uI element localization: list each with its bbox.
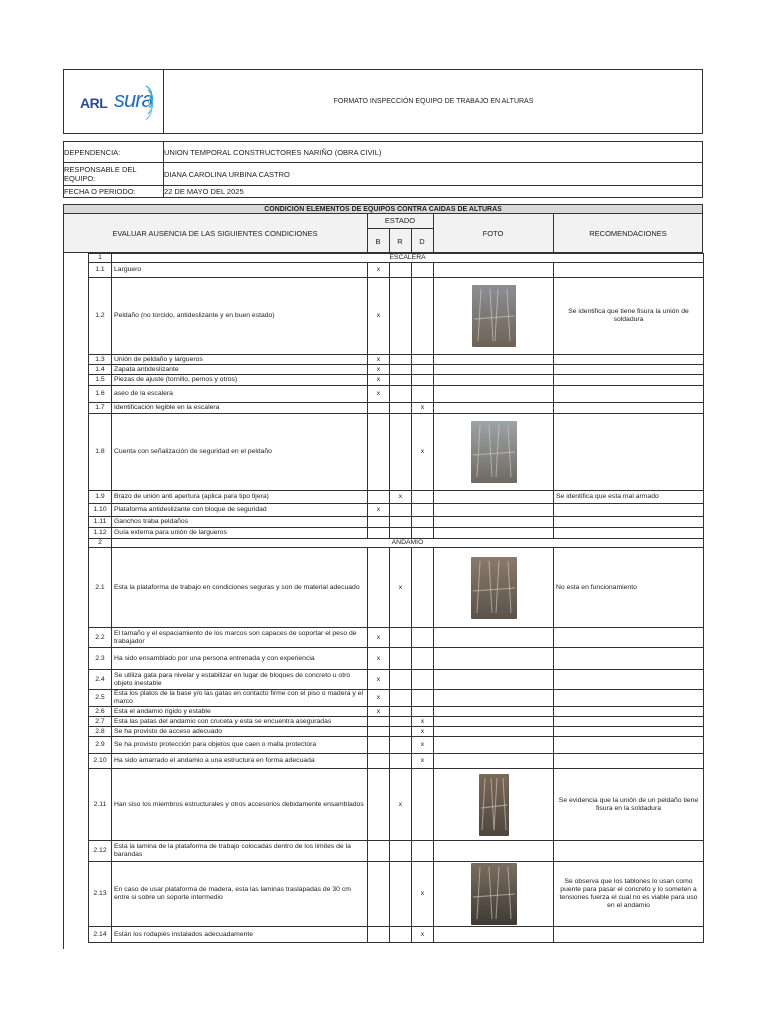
photo-cell [434, 769, 554, 841]
condition-description: Se utiliza gata para nivelar y estabilizar en lugar de bloques de concreto u otro objeto inestable [112, 670, 368, 690]
section-label: ANDAMIO [112, 539, 704, 548]
inspection-photo [471, 421, 517, 483]
estado-r-cell [390, 414, 412, 491]
recommendation-cell [554, 528, 704, 539]
table-row [89, 386, 704, 403]
condition-description: Identificación legible en la escalera [112, 403, 368, 414]
estado-b-cell: x [368, 386, 390, 403]
responsable-label: RESPONSABLE DEL EQUIPO: [64, 165, 137, 183]
inspection-table [88, 253, 704, 943]
condition-description: Están los rodapiés instalados adecuadamente [112, 927, 368, 943]
inspection-photo [472, 285, 516, 347]
photo-cell [434, 263, 554, 278]
estado-b-cell: x [368, 375, 390, 386]
recommendation-cell [554, 648, 704, 670]
table-row [89, 769, 704, 841]
table-row [89, 862, 704, 927]
table-row [89, 727, 704, 737]
recommendation-cell: Se observa que los tablones lo usan como puente para pasar el concreto y lo someten a tensiones fuerza el cual no es viable para uso en el andamio [554, 862, 704, 927]
estado-b-cell: x [368, 628, 390, 648]
estado-b-cell: x [368, 690, 390, 707]
estado-r-cell [390, 386, 412, 403]
photo-cell [434, 491, 554, 504]
photo-cell [434, 278, 554, 355]
condition-description: Piezas de ajuste (tornillo, pernos y otros) [112, 375, 368, 386]
estado-r-cell [390, 727, 412, 737]
row-number: 1.11 [89, 517, 112, 528]
row-number: 2.1 [89, 548, 112, 628]
estado-r-cell [390, 504, 412, 517]
table-row [89, 717, 704, 727]
estado-r-cell [390, 927, 412, 943]
estado-r-cell [390, 278, 412, 355]
photo-cell [434, 727, 554, 737]
recommendation-cell: Se identifica que esta mal armado [554, 491, 704, 504]
condition-description: Han siso los miembros estructurales y otros accesorios debidamente ensamblados [112, 769, 368, 841]
estado-r-cell [390, 355, 412, 365]
condition-description: Se ha provisto protección para objetos que caen o malla protectora [112, 737, 368, 754]
table-row [89, 528, 704, 539]
row-number: 2.4 [89, 670, 112, 690]
row-number: 1.7 [89, 403, 112, 414]
table-row [89, 841, 704, 862]
estado-b-cell: x [368, 504, 390, 517]
row-number: 1.1 [89, 263, 112, 278]
estado-r-cell [390, 263, 412, 278]
photo-cell [434, 690, 554, 707]
estado-d-cell: x [412, 727, 434, 737]
estado-d-cell [412, 690, 434, 707]
estado-b-cell [368, 548, 390, 628]
row-number: 1.8 [89, 414, 112, 491]
estado-r-cell: x [390, 491, 412, 504]
row-number: 2.9 [89, 737, 112, 754]
dependencia-label: DEPENDENCIA: [64, 147, 121, 157]
table-row [89, 365, 704, 375]
photo-cell [434, 670, 554, 690]
recommendation-cell [554, 403, 704, 414]
estado-r-cell: x [390, 769, 412, 841]
estado-r-cell [390, 717, 412, 727]
condition-description: Brazo de unión anti apertura (aplica para tipo tijera) [112, 491, 368, 504]
recommendation-cell [554, 927, 704, 943]
recommendation-cell [554, 690, 704, 707]
photo-cell [434, 504, 554, 517]
condition-description: Ha sido ensamblado por una persona entrenada y con experiencia [112, 648, 368, 670]
estado-d-cell [412, 375, 434, 386]
row-number: 1.6 [89, 386, 112, 403]
table-row [89, 648, 704, 670]
inspection-photo [471, 863, 517, 925]
estado-b-cell: x [368, 670, 390, 690]
estado-b-cell [368, 727, 390, 737]
estado-d-cell: x [412, 754, 434, 769]
col-d-header: D [419, 236, 425, 246]
estado-r-cell [390, 628, 412, 648]
row-number: 1.2 [89, 278, 112, 355]
estado-b-cell: x [368, 263, 390, 278]
estado-d-cell [412, 841, 434, 862]
section-label: ESCALERA [112, 254, 704, 263]
photo-cell [434, 707, 554, 717]
row-number: 1.5 [89, 375, 112, 386]
estado-b-cell [368, 517, 390, 528]
estado-r-cell [390, 737, 412, 754]
table-row [89, 491, 704, 504]
row-number: 2.10 [89, 754, 112, 769]
photo-cell [434, 648, 554, 670]
section-row [89, 254, 704, 263]
estado-r-cell [390, 648, 412, 670]
estado-r-cell [390, 690, 412, 707]
table-row [89, 707, 704, 717]
estado-d-cell [412, 386, 434, 403]
condition-description: Esta el andamio rígido y estable [112, 707, 368, 717]
estado-d-cell: x [412, 927, 434, 943]
estado-b-cell [368, 862, 390, 927]
estado-d-cell [412, 278, 434, 355]
estado-b-cell [368, 717, 390, 727]
section-title: CONDICIÓN ELEMENTOS DE EQUIPOS CONTRA CAIDAS DE ALTURAS [63, 204, 703, 214]
table-row [89, 927, 704, 943]
col-estado-header: ESTADO [384, 216, 416, 225]
estado-b-cell [368, 403, 390, 414]
condition-description: Unión de peldaño y largueros [112, 355, 368, 365]
estado-b-cell: x [368, 707, 390, 717]
recommendation-cell [554, 717, 704, 727]
estado-b-cell [368, 841, 390, 862]
col-recomendaciones-header: RECOMENDACIONES [589, 228, 667, 238]
recommendation-cell [554, 375, 704, 386]
condition-description: El tamaño y el espaciamiento de los marcos son capaces de soportar el peso de trabajador [112, 628, 368, 648]
estado-b-cell [368, 769, 390, 841]
photo-cell [434, 737, 554, 754]
recommendation-cell [554, 707, 704, 717]
estado-r-cell [390, 670, 412, 690]
estado-r-cell [390, 754, 412, 769]
estado-d-cell [412, 548, 434, 628]
condition-description: Esta la plataforma de trabajo en condiciones seguras y son de material adecuado [112, 548, 368, 628]
section-row [89, 539, 704, 548]
photo-cell [434, 375, 554, 386]
condition-description: Ganchos traba peldaños [112, 517, 368, 528]
sura-swirl-icon [142, 82, 158, 124]
estado-d-cell [412, 670, 434, 690]
photo-cell [434, 927, 554, 943]
estado-d-cell [412, 769, 434, 841]
table-row [89, 278, 704, 355]
responsable-value: DIANA CAROLINA URBINA CASTRO [164, 169, 290, 179]
estado-b-cell [368, 927, 390, 943]
row-number: 2.12 [89, 841, 112, 862]
estado-d-cell [412, 628, 434, 648]
row-number: 2.2 [89, 628, 112, 648]
table-row [89, 414, 704, 491]
row-number: 2 [89, 539, 112, 548]
row-number: 2.11 [89, 769, 112, 841]
table-row [89, 517, 704, 528]
estado-r-cell [390, 375, 412, 386]
estado-b-cell: x [368, 278, 390, 355]
condition-description: En caso de usar plataforma de madera, esta las laminas traslapadas de 30 cm entre si sobre un soporte intermedio [112, 862, 368, 927]
estado-r-cell [390, 403, 412, 414]
estado-b-cell [368, 737, 390, 754]
estado-b-cell [368, 491, 390, 504]
table-row [89, 754, 704, 769]
estado-d-cell [412, 504, 434, 517]
recommendation-cell [554, 517, 704, 528]
recommendation-cell: Se identifica que tiene fisura la unión de soldadura [554, 278, 704, 355]
row-number: 2.13 [89, 862, 112, 927]
page-title: FORMATO INSPECCIÓN EQUIPO DE TRABAJO EN ALTURAS [333, 98, 534, 105]
estado-d-cell: x [412, 737, 434, 754]
recommendation-cell [554, 263, 704, 278]
estado-r-cell [390, 528, 412, 539]
sura-logo-text: sura [114, 87, 153, 112]
recommendation-cell [554, 754, 704, 769]
photo-cell [434, 528, 554, 539]
photo-cell [434, 841, 554, 862]
estado-r-cell [390, 517, 412, 528]
photo-cell [434, 717, 554, 727]
row-number: 2.5 [89, 690, 112, 707]
table-row [89, 737, 704, 754]
table-row [89, 628, 704, 648]
photo-cell [434, 414, 554, 491]
estado-r-cell: x [390, 548, 412, 628]
estado-d-cell [412, 355, 434, 365]
recommendation-cell [554, 727, 704, 737]
condition-description: Peldaño (no torcido, antideslizante y en buen estado) [112, 278, 368, 355]
estado-d-cell [412, 707, 434, 717]
recommendation-cell [554, 414, 704, 491]
row-number: 2.3 [89, 648, 112, 670]
estado-d-cell: x [412, 414, 434, 491]
recommendation-cell [554, 386, 704, 403]
condition-description: Esta los platos de la base y/o las gatas en contacto firme con el piso o madera y el marco [112, 690, 368, 707]
row-number: 1 [89, 254, 112, 263]
table-row [89, 355, 704, 365]
estado-d-cell: x [412, 862, 434, 927]
estado-d-cell [412, 528, 434, 539]
arl-logo-text: ARL [80, 95, 108, 111]
recommendation-cell: Se evidencia que la unión de un peldaño tiene fisura en la soldadura [554, 769, 704, 841]
inspection-photo [471, 557, 517, 619]
recommendation-cell [554, 504, 704, 517]
estado-r-cell [390, 841, 412, 862]
estado-d-cell: x [412, 717, 434, 727]
estado-d-cell [412, 491, 434, 504]
recommendation-cell [554, 628, 704, 648]
table-row [89, 670, 704, 690]
col-r-header: R [397, 236, 403, 246]
estado-d-cell [412, 365, 434, 375]
estado-d-cell: x [412, 403, 434, 414]
estado-d-cell [412, 263, 434, 278]
table-row [89, 375, 704, 386]
table-row [89, 548, 704, 628]
photo-cell [434, 517, 554, 528]
estado-d-cell [412, 648, 434, 670]
condition-description: aseo de la escalera [112, 386, 368, 403]
photo-cell [434, 365, 554, 375]
condition-description: Esta las patas del andamio con cruceta y esta se encuentra aseguradas [112, 717, 368, 727]
row-number: 1.3 [89, 355, 112, 365]
condition-description: Guía externa para unión de largueros [112, 528, 368, 539]
row-number: 1.12 [89, 528, 112, 539]
row-number: 2.8 [89, 727, 112, 737]
estado-b-cell [368, 414, 390, 491]
estado-r-cell [390, 365, 412, 375]
recommendation-cell [554, 737, 704, 754]
recommendation-cell [554, 355, 704, 365]
col-b-header: B [375, 236, 381, 246]
estado-b-cell: x [368, 648, 390, 670]
row-number: 2.14 [89, 927, 112, 943]
left-border-line [63, 253, 64, 949]
estado-b-cell: x [368, 365, 390, 375]
photo-cell [434, 386, 554, 403]
condition-description: Plataforma antideslizante con bloque de seguridad [112, 504, 368, 517]
row-number: 1.4 [89, 365, 112, 375]
photo-cell [434, 403, 554, 414]
recommendation-cell: No esta en funcionamiento [554, 548, 704, 628]
condition-description: Larguero [112, 263, 368, 278]
table-row [89, 504, 704, 517]
logo [78, 80, 158, 125]
col-evaluar-header: EVALUAR AUSENCIA DE LAS SIGUIENTES CONDICIONES [112, 228, 318, 238]
estado-b-cell [368, 528, 390, 539]
estado-b-cell [368, 754, 390, 769]
row-number: 1.9 [89, 491, 112, 504]
photo-cell [434, 628, 554, 648]
fecha-label: FECHA O PERIODO: [64, 187, 136, 196]
photo-cell [434, 355, 554, 365]
recommendation-cell [554, 841, 704, 862]
row-number: 2.6 [89, 707, 112, 717]
col-foto-header: FOTO [482, 228, 504, 238]
table-row [89, 690, 704, 707]
estado-d-cell [412, 517, 434, 528]
estado-r-cell [390, 707, 412, 717]
table-row [89, 263, 704, 278]
fecha-value: 22 DE MAYO DEL 2025 [164, 187, 244, 196]
table-row [89, 403, 704, 414]
estado-b-cell: x [368, 355, 390, 365]
recommendation-cell [554, 365, 704, 375]
estado-r-cell [390, 862, 412, 927]
row-number: 1.10 [89, 504, 112, 517]
photo-cell [434, 754, 554, 769]
recommendation-cell [554, 670, 704, 690]
condition-description: Esta la lamina de la plataforma de trabajo colocadas dentro de los limites de la barandas [112, 841, 368, 862]
condition-description: Zapata antideslizante [112, 365, 368, 375]
condition-description: Se ha provisto de acceso adecuado [112, 727, 368, 737]
condition-description: Ha sido amarrado el andamio a una estructura en forma adecuada [112, 754, 368, 769]
photo-cell [434, 548, 554, 628]
condition-description: Cuenta con señalización de seguridad en el peldaño [112, 414, 368, 491]
dependencia-value: UNION TEMPORAL CONSTRUCTORES NARIÑO (OBRA CIVIL) [164, 147, 382, 157]
inspection-photo [479, 774, 509, 836]
photo-cell [434, 862, 554, 927]
row-number: 2.7 [89, 717, 112, 727]
